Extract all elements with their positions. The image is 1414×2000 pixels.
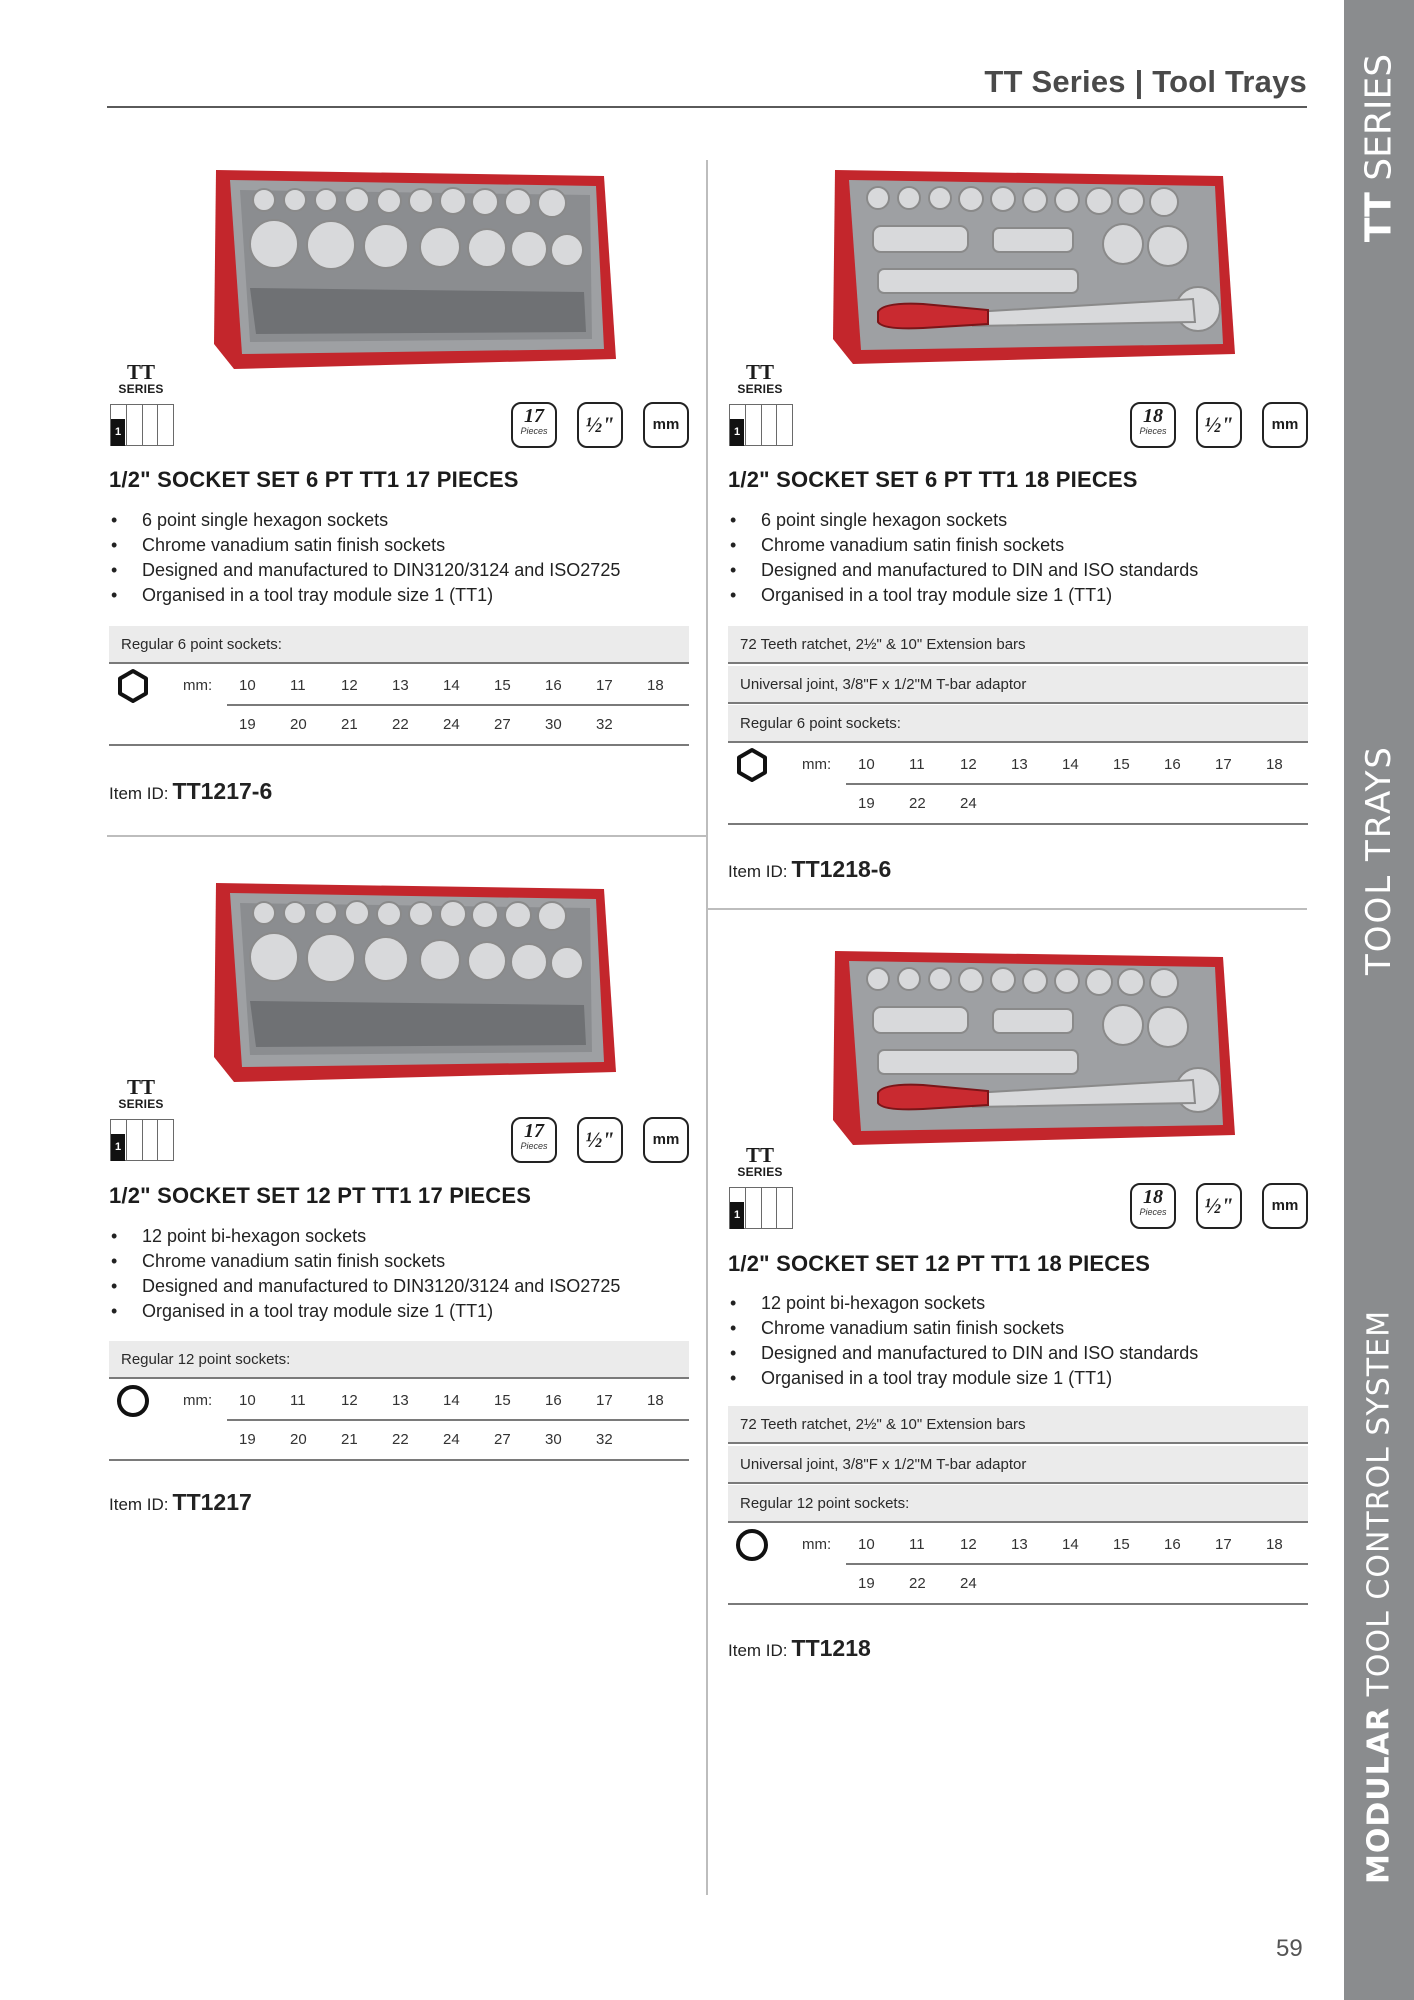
feature-item: • Chrome vanadium satin finish sockets <box>728 533 1198 558</box>
column-divider <box>706 160 708 1895</box>
metric-badge: mm <box>1262 402 1308 448</box>
feature-list <box>728 1291 1198 1391</box>
product-tt1217-6 <box>109 160 689 820</box>
item-id: Item ID: TT1218 <box>728 1635 871 1661</box>
pieces-badge: 18 Pieces <box>1130 402 1176 448</box>
size-cells: 19 20 21 22 24 27 30 32 <box>239 1431 613 1448</box>
spec-band: Universal joint, 3/8"F x 1/2"M T-bar adaptor <box>728 666 1308 704</box>
size-cells: 10 11 12 13 14 15 16 17 18 <box>239 1392 664 1409</box>
product-tt1217 <box>109 877 689 1517</box>
size-cells: 10 11 12 13 14 15 16 17 18 <box>858 1536 1283 1553</box>
feature-item: • Organised in a tool tray module size 1 (TT1) <box>728 583 1198 608</box>
hexagon-socket-icon <box>115 668 151 704</box>
tray-image <box>823 945 1243 1155</box>
size-row: mm: 10 11 12 13 14 15 16 17 18 <box>109 666 689 706</box>
spec-band: Regular 6 point sockets: <box>109 626 689 664</box>
feature-item: • Organised in a tool tray module size 1 (TT1) <box>728 1366 1198 1391</box>
item-id: Item ID: TT1217 <box>109 1489 252 1515</box>
module-size-indicator: 1 <box>110 1119 174 1161</box>
side-tt-series: TT SERIES <box>1358 53 1400 243</box>
spec-badges <box>511 1117 689 1163</box>
drive-size-badge: ½" <box>1196 402 1242 448</box>
hexagon-socket-icon <box>734 747 770 783</box>
drive-size-badge: ½" <box>577 1117 623 1163</box>
spec-band: 72 Teeth ratchet, 2½" & 10" Extension bars <box>728 626 1308 664</box>
drive-size-badge: ½" <box>577 402 623 448</box>
bi-hexagon-socket-icon <box>734 1527 770 1563</box>
spec-badges <box>1130 402 1308 448</box>
feature-item: • 6 point single hexagon sockets <box>109 508 620 533</box>
size-row <box>109 706 689 746</box>
size-row <box>728 1565 1308 1605</box>
tt-series-logo: TT SERIES <box>118 1075 164 1111</box>
left-row-divider <box>107 835 706 837</box>
feature-item: • Chrome vanadium satin finish sockets <box>109 533 620 558</box>
page-number: 59 <box>1276 1935 1303 1962</box>
tt-series-logo: TT SERIES <box>118 360 164 396</box>
spec-band: Regular 6 point sockets: <box>728 705 1308 743</box>
pieces-badge: 17 Pieces <box>511 1117 557 1163</box>
size-row: mm: 10 11 12 13 14 15 16 17 18 <box>728 745 1308 785</box>
feature-list <box>728 508 1198 608</box>
feature-item: • 12 point bi-hexagon sockets <box>728 1291 1198 1316</box>
spec-band: Regular 12 point sockets: <box>109 1341 689 1379</box>
drive-size-badge: ½" <box>1196 1183 1242 1229</box>
page-title: TT Series | Tool Trays <box>984 64 1307 99</box>
bi-hexagon-socket-icon <box>115 1383 151 1419</box>
size-row: mm: 10 11 12 13 14 15 16 17 18 <box>109 1381 689 1421</box>
pieces-badge: 17 Pieces <box>511 402 557 448</box>
metric-badge: mm <box>643 1117 689 1163</box>
size-cells: 19 20 21 22 24 27 30 32 <box>239 716 613 733</box>
spec-band: 72 Teeth ratchet, 2½" & 10" Extension bars <box>728 1406 1308 1444</box>
feature-item: • Designed and manufactured to DIN and ISO standards <box>728 558 1198 583</box>
module-size-indicator: 1 <box>729 1187 793 1229</box>
product-tt1218 <box>728 945 1308 1665</box>
product-title: 1/2" SOCKET SET 6 PT TT1 18 PIECES <box>728 467 1138 492</box>
metric-badge: mm <box>643 402 689 448</box>
side-bar <box>1344 0 1414 2000</box>
product-title: 1/2" SOCKET SET 12 PT TT1 18 PIECES <box>728 1251 1151 1276</box>
feature-item: • Organised in a tool tray module size 1 (TT1) <box>109 1299 620 1324</box>
metric-badge: mm <box>1262 1183 1308 1229</box>
product-title: 1/2" SOCKET SET 6 PT TT1 17 PIECES <box>109 467 519 492</box>
tt-series-logo: TT SERIES <box>737 360 783 396</box>
feature-item: • Designed and manufactured to DIN and ISO standards <box>728 1341 1198 1366</box>
product-title: 1/2" SOCKET SET 12 PT TT1 17 PIECES <box>109 1183 532 1208</box>
size-cells: 19 22 24 <box>858 1575 977 1592</box>
spec-badges <box>1130 1183 1308 1229</box>
page-header <box>107 60 1307 108</box>
spec-band: Regular 12 point sockets: <box>728 1485 1308 1523</box>
size-cells: 19 22 24 <box>858 795 977 812</box>
size-row: mm: 10 11 12 13 14 15 16 17 18 <box>728 1525 1308 1565</box>
module-size-indicator: 1 <box>110 404 174 446</box>
size-row <box>728 785 1308 825</box>
tray-image <box>204 164 624 374</box>
feature-item: • Organised in a tool tray module size 1 (TT1) <box>109 583 620 608</box>
size-cells: 10 11 12 13 14 15 16 17 18 <box>239 677 664 694</box>
spec-badges <box>511 402 689 448</box>
right-row-divider <box>708 908 1307 910</box>
feature-item: • Designed and manufactured to DIN3120/3124 and ISO2725 <box>109 558 620 583</box>
feature-item: • Chrome vanadium satin finish sockets <box>728 1316 1198 1341</box>
pieces-badge: 18 Pieces <box>1130 1183 1176 1229</box>
size-row <box>109 1421 689 1461</box>
side-modular-system: MODULAR TOOL CONTROL SYSTEM <box>1361 1309 1397 1885</box>
side-tool-trays: TOOL TRAYS <box>1359 744 1399 976</box>
feature-item: • Designed and manufactured to DIN3120/3124 and ISO2725 <box>109 1274 620 1299</box>
tt-series-logo: TT SERIES <box>737 1143 783 1179</box>
feature-list <box>109 1224 620 1324</box>
size-cells: 10 11 12 13 14 15 16 17 18 <box>858 756 1283 773</box>
product-tt1218-6 <box>728 160 1308 900</box>
feature-item: • 12 point bi-hexagon sockets <box>109 1224 620 1249</box>
spec-band: Universal joint, 3/8"F x 1/2"M T-bar adaptor <box>728 1446 1308 1484</box>
feature-item: • Chrome vanadium satin finish sockets <box>109 1249 620 1274</box>
item-id: Item ID: TT1218-6 <box>728 856 892 882</box>
feature-list <box>109 508 620 608</box>
item-id: Item ID: TT1217-6 <box>109 778 273 804</box>
feature-item: • 6 point single hexagon sockets <box>728 508 1198 533</box>
module-size-indicator: 1 <box>729 404 793 446</box>
tray-image <box>823 164 1243 374</box>
tray-image <box>204 877 624 1087</box>
